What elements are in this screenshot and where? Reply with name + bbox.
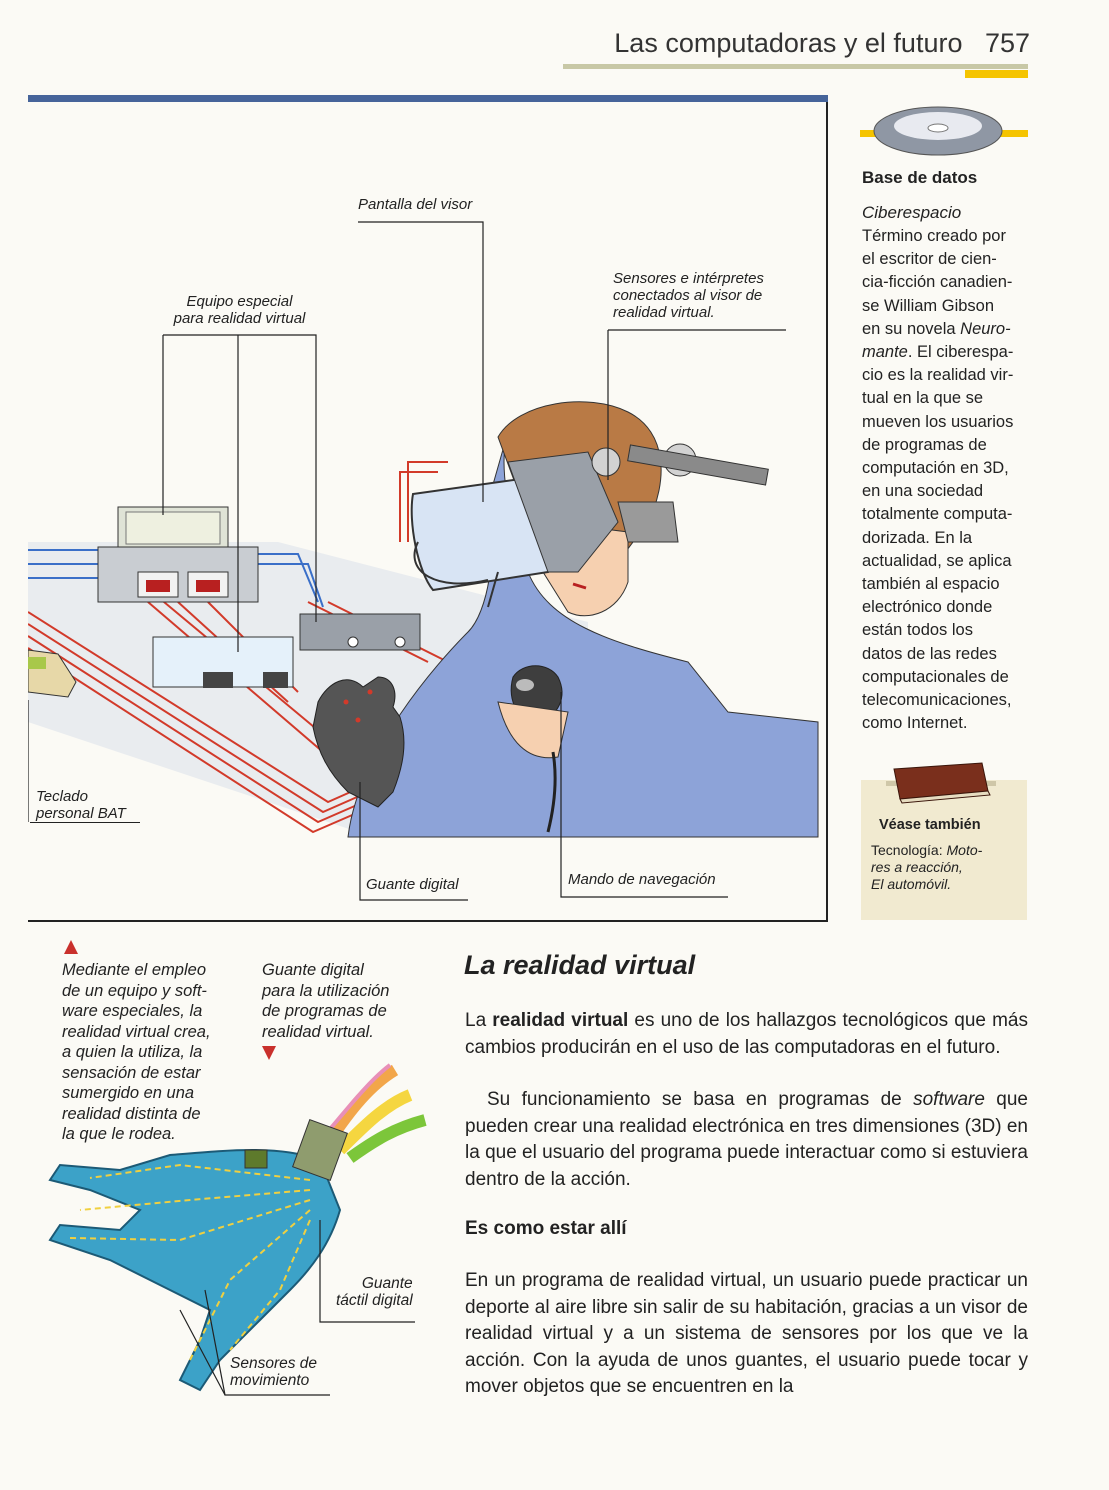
label-pantalla-visor: Pantalla del visor: [358, 196, 473, 213]
vr-illustration: [28, 102, 826, 920]
sidebar-line: el escritor de cien-: [862, 250, 997, 269]
figure-top-rule: [28, 95, 828, 102]
sidebar-line-text: en su novela: [862, 319, 961, 338]
novel-title: Neuro-: [960, 319, 1011, 338]
tactile-glove-illustration: [30, 1060, 440, 1405]
paragraph-1: [465, 1008, 1028, 1061]
sidebar-line: dorizada. En la: [862, 528, 973, 547]
p2-post: que pueden crear una realidad electrónica en tres dimensiones (3D) en la que el usuario del programa puede interactuar como si estuviera dentro de la acción.: [465, 1089, 1029, 1190]
vr-equipment-box: [98, 507, 258, 602]
sidebar-line: Término creado por: [862, 227, 1006, 245]
sidebar-line: [862, 318, 1042, 341]
sidebar-line: computación en 3D,: [862, 459, 1009, 478]
sidebar-title: Base de datos: [862, 168, 978, 187]
sidebar-line: cia-ficción canadien-: [862, 273, 1013, 292]
sidebar-line: cio es la realidad vir-: [862, 366, 1014, 385]
p1-bold: realidad virtual: [492, 1010, 629, 1031]
see-also-links[interactable]: Moto- res a reacción, El automóvil.: [871, 842, 983, 892]
see-also-body: [871, 842, 1021, 893]
sensor-module: [300, 614, 420, 650]
sidebar-line: como Internet.: [862, 714, 968, 733]
interface-unit: [153, 637, 293, 688]
sidebar-line: están todos los: [862, 621, 973, 640]
running-header: [600, 28, 1030, 59]
see-also-prefix: Tecnología:: [871, 842, 947, 858]
header-title: Las computadoras y el futuro: [614, 28, 963, 58]
page-number: 757: [984, 28, 1030, 58]
cd-rom-icon: [860, 104, 1030, 160]
article-title: La realidad virtual: [464, 950, 696, 980]
article-subheading: Es como estar allí: [465, 1218, 627, 1239]
caption-right: Guante digital para la utilización de programas de realidad virtual.: [262, 961, 390, 1041]
caption-guante-tactil: Guante táctil digital: [336, 1275, 413, 1309]
sidebar-term: Ciberespacio: [862, 203, 962, 222]
label-guante-digital: Guante digital: [366, 876, 459, 893]
sidebar-line: electrónico donde: [862, 598, 993, 617]
p2-italic: software: [913, 1089, 985, 1110]
sidebar-line: actualidad, se aplica: [862, 551, 1012, 570]
header-rule: [563, 64, 1028, 69]
down-arrow-icon: [262, 1046, 276, 1060]
sidebar-line: se William Gibson: [862, 296, 995, 315]
sidebar-line: tual en la que se: [862, 389, 984, 408]
caption-left: Mediante el empleo de un equipo y soft- ware especiales, la realidad virtual crea, a quien la utiliza, la sensación de estar sumergido en una realidad distinta de la que le rodea.: [62, 961, 211, 1143]
label-teclado-bat: Teclado personal BAT: [36, 788, 126, 822]
book-icon: [886, 757, 996, 805]
see-also-title: Véase también: [879, 817, 981, 833]
sidebar-line: telecomunicaciones,: [862, 691, 1012, 710]
sidebar-body: [862, 225, 1042, 735]
paragraph-2: [465, 1087, 1028, 1193]
sidebar-line: también al espacio: [862, 575, 1000, 594]
up-arrow-icon: [64, 940, 78, 954]
sidebar-line: datos de las redes: [862, 644, 997, 663]
glove-hand: [50, 1120, 347, 1390]
sidebar-line: computacionales de: [862, 667, 1009, 686]
p2-pre: Su funcionamiento se basa en programas de: [487, 1089, 914, 1110]
caption-sensores-movimiento: Sensores de movimiento: [230, 1355, 318, 1389]
sidebar-line: mante. El ciberespa-: [862, 343, 1014, 362]
sidebar-line: de programas de: [862, 435, 987, 454]
p1-pre: La: [465, 1010, 493, 1031]
sidebar-line: en una sociedad: [862, 482, 984, 501]
paragraph-3: En un programa de realidad virtual, un usuario puede practicar un deporte al aire libre sin salir de su habitación, gracias a un visor de realidad virtual y a un sistema de sensores por los que ve la acción. Con la ayuda de unos guantes, el usuario puede tocar y mover objetos que se encuentren en la: [465, 1270, 1028, 1397]
label-sensores-interpretes: Sensores e intérpretes conectados al visor de realidad virtual.: [613, 270, 764, 321]
header-accent-bar: [965, 70, 1028, 78]
label-teclado-rule: [30, 822, 140, 823]
sidebar-line: totalmente computa-: [862, 505, 1013, 524]
label-equipo-especial: Equipo especial para realidad virtual: [173, 293, 306, 327]
label-mando-navegacion: Mando de navegación: [568, 871, 716, 888]
p1-post: es uno de los hallazgos tecnológicos que más cambios producirán en el uso de las computadoras en el futuro.: [465, 1010, 1028, 1058]
sidebar-line: mueven los usuarios: [862, 412, 1014, 431]
